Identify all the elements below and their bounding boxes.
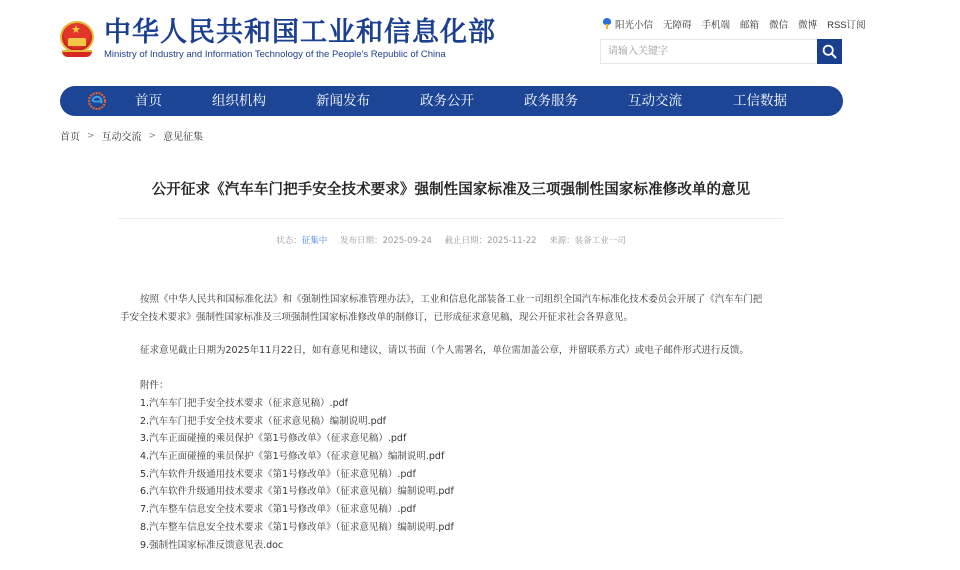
search-box [600, 39, 842, 64]
national-emblem-icon: ★ [58, 20, 96, 60]
breadcrumb-separator: > [87, 130, 95, 141]
top-link-rss[interactable]: RSS订阅 [827, 20, 866, 31]
search-icon [822, 44, 837, 59]
nav-item-news[interactable]: 新闻发布 [316, 93, 370, 109]
attachment-link[interactable]: 7.汽车整车信息安全技术要求《第1号修改单》（征求意见稿）.pdf [140, 504, 416, 516]
attachment-link[interactable]: 1.汽车车门把手安全技术要求（征求意见稿）.pdf [140, 398, 348, 409]
main-nav [60, 86, 843, 116]
page-title: 公开征求《汽车车门把手安全技术要求》强制性国家标准及三项强制性国家标准修改单的意见 [151, 182, 751, 198]
sunshine-icon [603, 18, 611, 29]
breadcrumb-home[interactable]: 首页 [60, 132, 80, 143]
deadline-paragraph: 征求意见截止日期为2025年11月22日，如有意见和建议，请以书面（个人需署名，单位需加盖公章，并留联系方式）或电子邮件形式进行反馈。 [140, 345, 749, 356]
breadcrumb-interaction[interactable]: 互动交流 [101, 132, 142, 143]
article-meta [0, 234, 902, 246]
attachment-link[interactable]: 2.汽车车门把手安全技术要求（征求意见稿）编制说明.pdf [140, 415, 386, 427]
source: 来源：装备工业一司 [549, 236, 626, 246]
attachments-list [140, 395, 454, 554]
nav-item-organization[interactable]: 组织机构 [212, 93, 266, 109]
nav-item-government-services[interactable]: 政务服务 [524, 93, 578, 109]
top-links [603, 17, 866, 31]
breadcrumb [60, 128, 203, 143]
nav-item-home[interactable]: 首页 [135, 93, 162, 109]
attachment-link[interactable]: 6.汽车软件升级通用技术要求《第1号修改单》（征求意见稿）编制说明.pdf [140, 486, 454, 498]
article-body [120, 291, 790, 551]
title-divider [118, 218, 783, 219]
logo-chinese-title: 中华人民共和国工业和信息化部 [104, 17, 496, 48]
attachment-link[interactable]: 5.汽车软件升级通用技术要求《第1号修改单》（征求意见稿）.pdf [140, 468, 416, 480]
deadline-date: 截止日期：2025-11-22 [444, 236, 537, 246]
status-field: 状态：征集中 [276, 236, 328, 246]
nav-item-data[interactable]: 工信数据 [733, 93, 787, 109]
nav-item-government-affairs[interactable]: 政务公开 [420, 93, 474, 109]
search-input[interactable] [601, 40, 817, 63]
logo-english-title: Ministry of Industry and Information Technology of the People's Republic of China [104, 49, 446, 60]
breadcrumb-current[interactable]: 意见征集 [163, 132, 204, 143]
attachment-link[interactable]: 9.强制性国家标准反馈意见表.doc [140, 539, 284, 551]
top-link-mail[interactable]: 邮箱 [740, 20, 760, 31]
status-badge: 征集中 [301, 236, 328, 246]
top-link-mobile[interactable]: 手机端 [701, 20, 731, 31]
publish-date: 发布日期：2025-09-24 [339, 236, 432, 246]
site-logo[interactable] [58, 18, 496, 61]
top-link-sunshine[interactable]: 阳光小信 [603, 17, 653, 31]
attachment-link[interactable]: 8.汽车整车信息安全技术要求《第1号修改单》（征求意见稿）编制说明.pdf [140, 521, 454, 533]
nav-item-interaction[interactable]: 互动交流 [628, 93, 682, 109]
attachments-label: 附件： [140, 380, 169, 391]
attachment-link[interactable]: 3.汽车正面碰撞的乘员保护《第1号修改单》（征求意见稿）.pdf [140, 433, 407, 445]
top-link-weibo[interactable]: 微博 [798, 20, 818, 31]
attachment-link[interactable]: 4.汽车正面碰撞的乘员保护《第1号修改单》（征求意见稿）编制说明.pdf [140, 451, 445, 463]
search-button[interactable] [817, 39, 842, 64]
intro-paragraph: 按照《中华人民共和国标准化法》和《强制性国家标准管理办法》，工业和信息化部装备工业一司组织全国汽车标准化技术委员会开展了《汽车车门把 手安全技术要求》强制性国家标准及三项强制性国家标准修改单的制修订，已形成征求意见稿，现公开征求社会各界意见。 [120, 294, 763, 323]
top-link-wechat[interactable]: 微信 [769, 20, 789, 31]
top-link-accessibility[interactable]: 无障碍 [663, 20, 692, 31]
breadcrumb-separator: > [148, 130, 157, 141]
site-header [0, 0, 960, 80]
